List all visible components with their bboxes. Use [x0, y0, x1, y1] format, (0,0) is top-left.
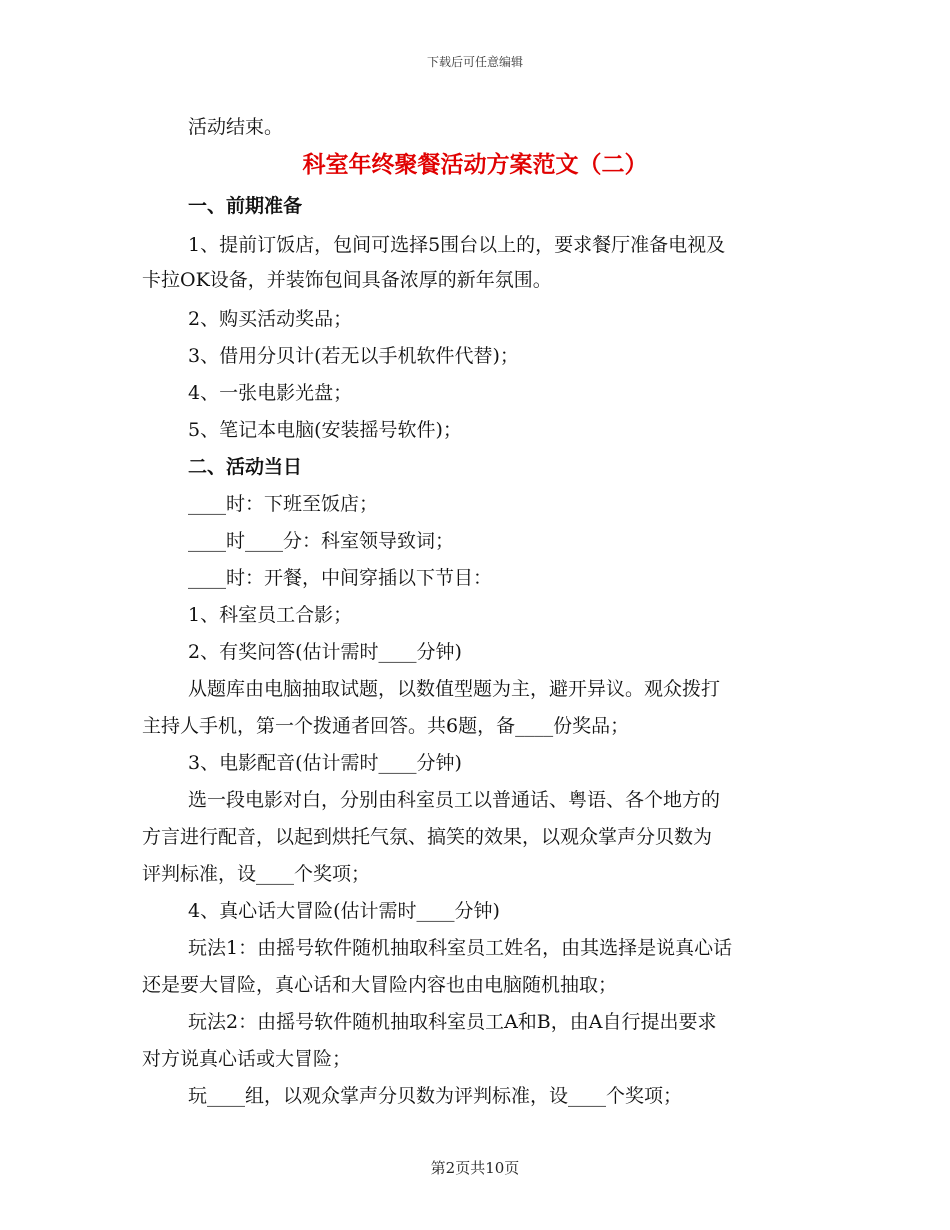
list-item: 2、有奖问答(估计需时____分钟) — [188, 641, 462, 663]
text-line: 选一段电影对白，分别由科室员工以普通话、粤语、各个地方的 — [188, 789, 721, 811]
text-line: 卡拉OK设备，并装饰包间具备浓厚的新年氛围。 — [142, 269, 552, 291]
schedule-line: ____时：下班至饭店； — [188, 493, 379, 515]
text-line: 玩____组，以观众掌声分贝数为评判标准，设____个奖项； — [188, 1085, 683, 1107]
text-line: 玩法1：由摇号软件随机抽取科室员工姓名，由其选择是说真心话 — [188, 937, 733, 959]
text-line: 还是要大冒险，真心话和大冒险内容也由电脑随机抽取； — [142, 974, 618, 996]
list-item: 3、借用分贝计(若无以手机软件代替)； — [188, 345, 519, 367]
list-item: 1、科室员工合影； — [188, 604, 353, 626]
section-heading: 一、前期准备 — [188, 195, 303, 217]
text-line: 活动结束。 — [188, 116, 284, 138]
text-line: 从题库由电脑抽取试题，以数值型题为主，避开异议。观众拨打 — [188, 678, 721, 700]
list-item: 4、真心话大冒险(估计需时____分钟) — [188, 900, 500, 922]
page-footer: 第2页共10页 — [430, 1159, 520, 1177]
document-title: 科室年终聚餐活动方案范文（二） — [302, 151, 648, 178]
list-item: 4、一张电影光盘； — [188, 382, 353, 404]
schedule-line: ____时：开餐，中间穿插以下节目： — [188, 567, 493, 589]
text-line: 方言进行配音，以起到烘托气氛、搞笑的效果，以观众掌声分贝数为 — [142, 826, 713, 848]
text-line: 对方说真心话或大冒险； — [142, 1048, 352, 1070]
list-item: 2、购买活动奖品； — [188, 308, 353, 330]
list-item: 5、笔记本电脑(安装摇号软件)； — [188, 419, 462, 441]
page-header: 下载后可任意编辑 — [426, 55, 523, 69]
list-item: 3、电影配音(估计需时____分钟) — [188, 752, 462, 774]
text-line: 评判标准，设____个奖项； — [142, 863, 371, 885]
schedule-line: ____时____分：科室领导致词； — [188, 530, 455, 552]
text-line: 玩法2：由摇号软件随机抽取科室员工A和B，由A自行提出要求 — [188, 1011, 717, 1033]
text-line: 主持人手机，第一个拨通者回答。共6题，备____份奖品； — [142, 715, 630, 737]
section-heading: 二、活动当日 — [188, 456, 303, 478]
list-item: 1、提前订饭店，包间可选择5围台以上的，要求餐厅准备电视及 — [188, 234, 726, 256]
